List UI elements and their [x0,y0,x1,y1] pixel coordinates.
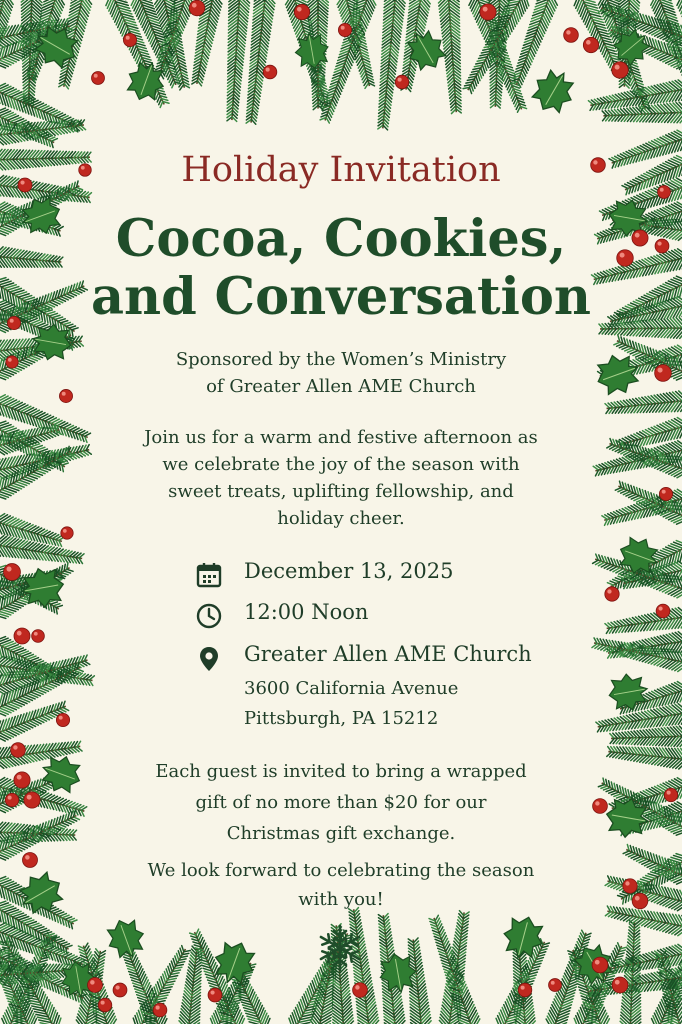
intro-paragraph [96,424,586,532]
intro-line: Join us for a warm and festive afternoon as [144,427,538,448]
event-date: December 13, 2025 [244,559,454,583]
closing-message [110,856,572,914]
venue-name: Greater Allen AME Church [244,642,532,666]
sponsor-text [0,346,682,400]
calendar-icon [194,560,224,590]
closing-line: with you! [298,889,384,910]
gift-exchange-note [110,756,572,849]
intro-line: we celebrate the joy of the season with [162,454,520,475]
clock-icon [194,601,224,631]
gift-line: Christmas gift exchange. [226,823,456,844]
intro-line: sweet treats, uplifting fellowship, and [168,481,514,502]
closing-line: We look forward to celebrating the season [147,860,535,881]
venue-street: 3600 California Avenue [244,678,459,699]
sponsor-line: of Greater Allen AME Church [206,376,476,397]
snowflake-icon [314,922,366,974]
invitation-subtitle: Holiday Invitation [181,150,501,190]
event-title-line: and Conversation [91,267,591,327]
event-title-line: Cocoa, Cookies, [115,209,567,269]
location-pin-icon [194,644,224,674]
sponsor-line: Sponsored by the Women’s Ministry [175,349,507,370]
event-time: 12:00 Noon [244,600,369,624]
venue-city: Pittsburgh, PA 15212 [244,708,439,729]
event-title [0,210,682,326]
intro-line: holiday cheer. [277,508,405,529]
gift-line: gift of no more than $20 for our [195,792,487,813]
gift-line: Each guest is invited to bring a wrapped [155,761,527,782]
